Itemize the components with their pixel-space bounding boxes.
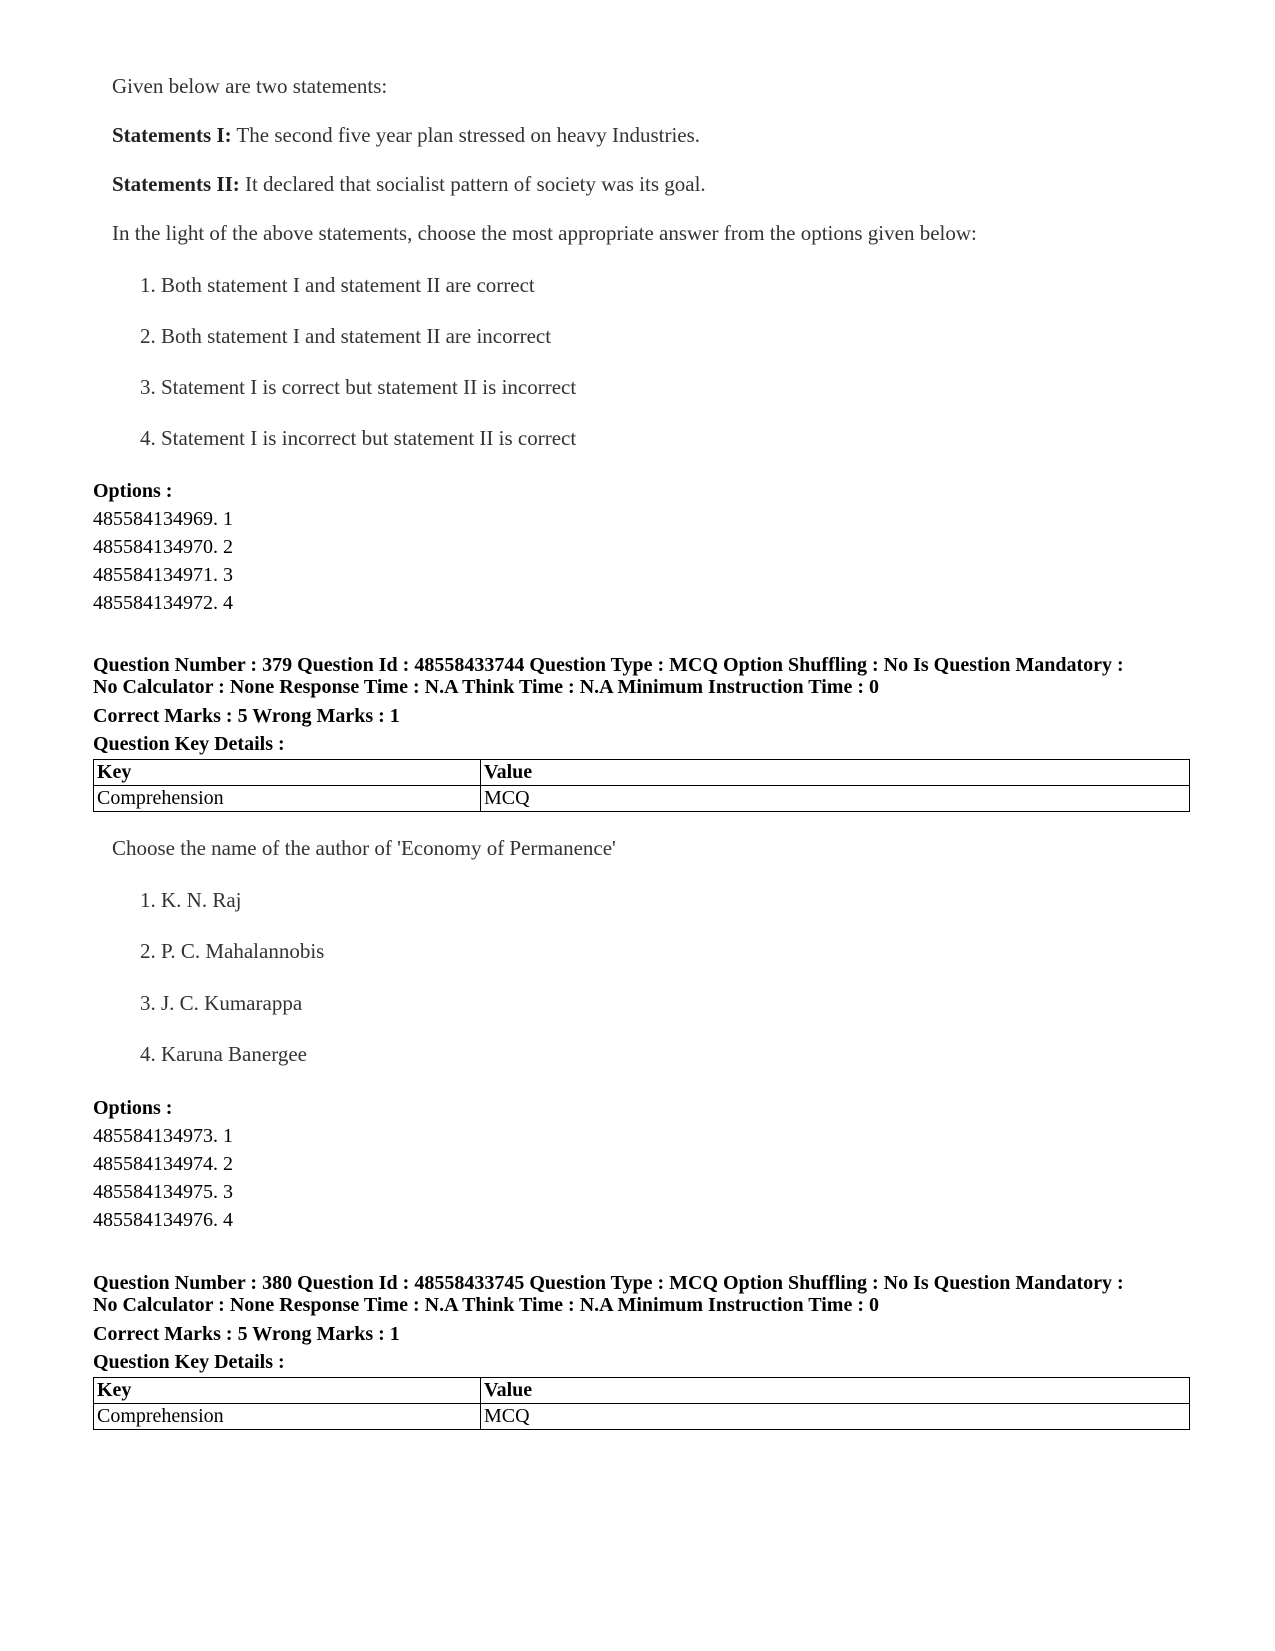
marks-line: Correct Marks : 5 Wrong Marks : 1 xyxy=(93,705,400,727)
question-378-image xyxy=(112,74,1112,474)
question-intro: Given below are two statements: xyxy=(112,74,388,98)
question-380-meta xyxy=(93,1272,1193,1316)
table-cell-key: Comprehension xyxy=(94,1404,481,1430)
question-379-meta xyxy=(93,654,1193,698)
choice-item: 3. J. C. Kumarappa xyxy=(140,991,303,1015)
table-header-row xyxy=(94,1378,1190,1404)
table-cell-value: MCQ xyxy=(481,786,1190,812)
option-item: 485584134976. 4 xyxy=(93,1209,233,1231)
table-row xyxy=(94,786,1190,812)
table-header-key: Key xyxy=(94,1378,481,1404)
option-item: 485584134973. 1 xyxy=(93,1125,233,1147)
choice-item: 4. Statement I is incorrect but statement II is correct xyxy=(140,426,577,450)
key-details-label: Question Key Details : xyxy=(93,1351,285,1373)
choice-item: 2. Both statement I and statement II are incorrect xyxy=(140,324,552,348)
option-item: 485584134969. 1 xyxy=(93,508,233,530)
option-item: 485584134972. 4 xyxy=(93,592,233,614)
table-cell-value: MCQ xyxy=(481,1404,1190,1430)
marks-line: Correct Marks : 5 Wrong Marks : 1 xyxy=(93,1323,400,1345)
question-prompt: Choose the name of the author of 'Economy of Permanence' xyxy=(112,836,616,860)
question-prompt: In the light of the above statements, choose the most appropriate answer from the options given below: xyxy=(112,221,977,245)
meta-line-2: No Calculator : None Response Time : N.A Think Time : N.A Minimum Instruction Time : 0 xyxy=(93,676,879,698)
statement-2-text: It declared that socialist pattern of society was its goal. xyxy=(239,172,706,196)
statement-1 xyxy=(112,123,700,148)
statement-1-text: The second five year plan stressed on heavy Industries. xyxy=(231,123,701,147)
meta-line-1: Question Number : 380 Question Id : 48558433745 Question Type : MCQ Option Shuffling : No Is Question Mandatory : xyxy=(93,1272,1124,1294)
table-cell-key: Comprehension xyxy=(94,786,481,812)
meta-line-1: Question Number : 379 Question Id : 48558433744 Question Type : MCQ Option Shuffling : No Is Question Mandatory : xyxy=(93,654,1124,676)
choice-item: 2. P. C. Mahalannobis xyxy=(140,939,325,963)
question-379-image xyxy=(112,836,1112,1066)
choice-item: 3. Statement I is correct but statement II is incorrect xyxy=(140,375,577,399)
statement-1-label: Statements I: xyxy=(112,123,232,147)
table-header-key: Key xyxy=(94,760,481,786)
table-header-row xyxy=(94,760,1190,786)
key-details-label: Question Key Details : xyxy=(93,733,285,755)
options-label: Options : xyxy=(93,1097,173,1119)
choice-item: 1. Both statement I and statement II are correct xyxy=(140,273,535,297)
option-item: 485584134974. 2 xyxy=(93,1153,233,1175)
option-item: 485584134971. 3 xyxy=(93,564,233,586)
table-row xyxy=(94,1404,1190,1430)
choice-item: 1. K. N. Raj xyxy=(140,888,242,912)
meta-line-2: No Calculator : None Response Time : N.A Think Time : N.A Minimum Instruction Time : 0 xyxy=(93,1294,879,1316)
statement-2-label: Statements II: xyxy=(112,172,240,196)
table-header-value: Value xyxy=(481,760,1190,786)
table-header-value: Value xyxy=(481,1378,1190,1404)
options-label: Options : xyxy=(93,480,173,502)
key-details-table xyxy=(93,1377,1190,1430)
option-item: 485584134975. 3 xyxy=(93,1181,233,1203)
choice-item: 4. Karuna Banergee xyxy=(140,1042,307,1066)
key-details-table xyxy=(93,759,1190,812)
option-item: 485584134970. 2 xyxy=(93,536,233,558)
statement-2 xyxy=(112,172,706,197)
